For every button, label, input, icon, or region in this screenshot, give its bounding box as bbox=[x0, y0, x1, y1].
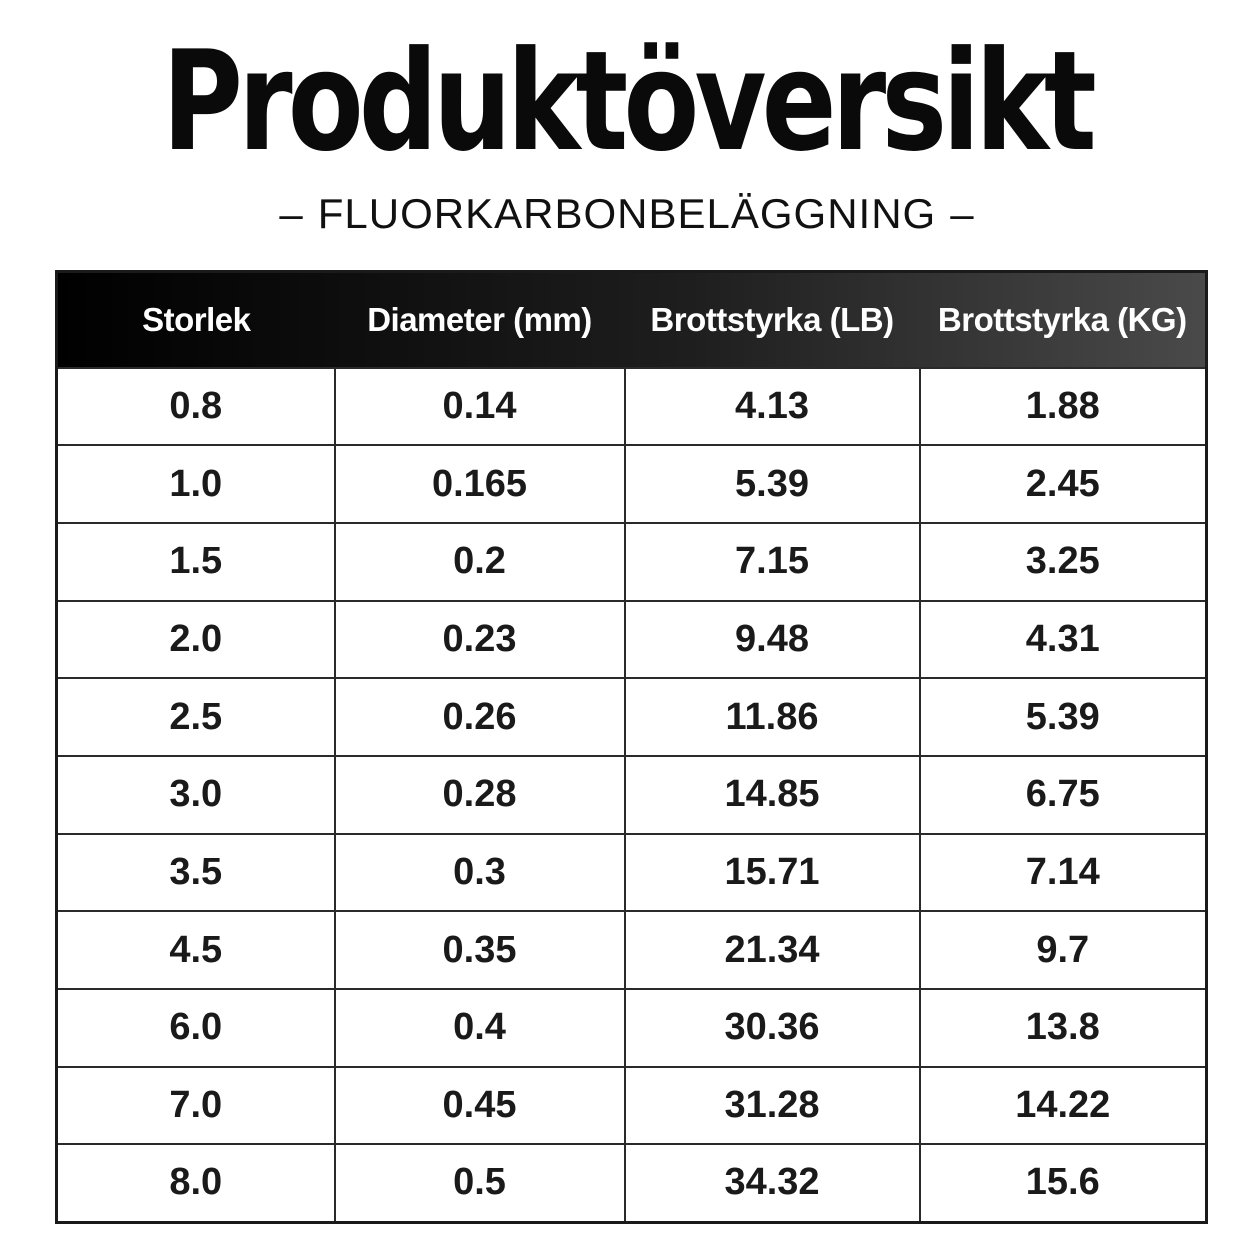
table-row bbox=[57, 445, 1207, 523]
cell-size: 7.0 bbox=[57, 1067, 335, 1145]
cell-strength-lb: 21.34 bbox=[625, 911, 920, 989]
cell-diameter: 0.28 bbox=[335, 756, 625, 834]
table-header-row bbox=[57, 272, 1207, 368]
cell-strength-kg: 15.6 bbox=[920, 1144, 1207, 1222]
cell-strength-lb: 31.28 bbox=[625, 1067, 920, 1145]
cell-diameter: 0.35 bbox=[335, 911, 625, 989]
cell-diameter: 0.4 bbox=[335, 989, 625, 1067]
table-row bbox=[57, 678, 1207, 756]
cell-strength-kg: 4.31 bbox=[920, 601, 1207, 679]
cell-diameter: 0.26 bbox=[335, 678, 625, 756]
cell-size: 1.0 bbox=[57, 445, 335, 523]
cell-size: 6.0 bbox=[57, 989, 335, 1067]
cell-strength-lb: 11.86 bbox=[625, 678, 920, 756]
cell-diameter: 0.14 bbox=[335, 368, 625, 446]
cell-diameter: 0.165 bbox=[335, 445, 625, 523]
table-row bbox=[57, 834, 1207, 912]
spec-table bbox=[55, 270, 1208, 1224]
subtitle-dash-right: – bbox=[950, 190, 975, 237]
cell-strength-kg: 9.7 bbox=[920, 911, 1207, 989]
table-row bbox=[57, 1067, 1207, 1145]
column-header-strength-lb: Brottstyrka (LB) bbox=[650, 300, 894, 338]
table-body bbox=[57, 368, 1207, 1223]
cell-strength-lb: 9.48 bbox=[625, 601, 920, 679]
cell-strength-lb: 4.13 bbox=[625, 368, 920, 446]
table-row bbox=[57, 911, 1207, 989]
page-title: Produktöversikt bbox=[162, 21, 1092, 182]
table-row bbox=[57, 601, 1207, 679]
cell-strength-kg: 7.14 bbox=[920, 834, 1207, 912]
cell-diameter: 0.45 bbox=[335, 1067, 625, 1145]
cell-diameter: 0.3 bbox=[335, 834, 625, 912]
cell-size: 4.5 bbox=[57, 911, 335, 989]
subtitle-dash-left: – bbox=[279, 190, 304, 237]
table-row bbox=[57, 1144, 1207, 1222]
cell-strength-lb: 7.15 bbox=[625, 523, 920, 601]
cell-strength-kg: 6.75 bbox=[920, 756, 1207, 834]
column-header-diameter: Diameter (mm) bbox=[367, 300, 592, 338]
page-subtitle bbox=[0, 188, 1254, 240]
cell-strength-kg: 3.25 bbox=[920, 523, 1207, 601]
column-header-size: Storlek bbox=[142, 300, 251, 338]
cell-strength-lb: 14.85 bbox=[625, 756, 920, 834]
table-header bbox=[57, 272, 1207, 368]
table-row bbox=[57, 989, 1207, 1067]
cell-size: 2.0 bbox=[57, 601, 335, 679]
table-row bbox=[57, 756, 1207, 834]
cell-strength-lb: 5.39 bbox=[625, 445, 920, 523]
cell-size: 1.5 bbox=[57, 523, 335, 601]
cell-strength-kg: 13.8 bbox=[920, 989, 1207, 1067]
cell-strength-lb: 34.32 bbox=[625, 1144, 920, 1222]
cell-diameter: 0.2 bbox=[335, 523, 625, 601]
cell-size: 3.5 bbox=[57, 834, 335, 912]
cell-strength-kg: 2.45 bbox=[920, 445, 1207, 523]
cell-strength-kg: 14.22 bbox=[920, 1067, 1207, 1145]
cell-diameter: 0.5 bbox=[335, 1144, 625, 1222]
cell-size: 3.0 bbox=[57, 756, 335, 834]
cell-diameter: 0.23 bbox=[335, 601, 625, 679]
cell-strength-kg: 5.39 bbox=[920, 678, 1207, 756]
cell-size: 0.8 bbox=[57, 368, 335, 446]
table-row bbox=[57, 368, 1207, 446]
cell-size: 2.5 bbox=[57, 678, 335, 756]
cell-strength-lb: 15.71 bbox=[625, 834, 920, 912]
subtitle-text: FLUORKARBONBELÄGGNING bbox=[317, 190, 937, 237]
cell-strength-kg: 1.88 bbox=[920, 368, 1207, 446]
cell-strength-lb: 30.36 bbox=[625, 989, 920, 1067]
table-row bbox=[57, 523, 1207, 601]
cell-size: 8.0 bbox=[57, 1144, 335, 1222]
column-header-strength-kg: Brottstyrka (KG) bbox=[937, 300, 1187, 338]
